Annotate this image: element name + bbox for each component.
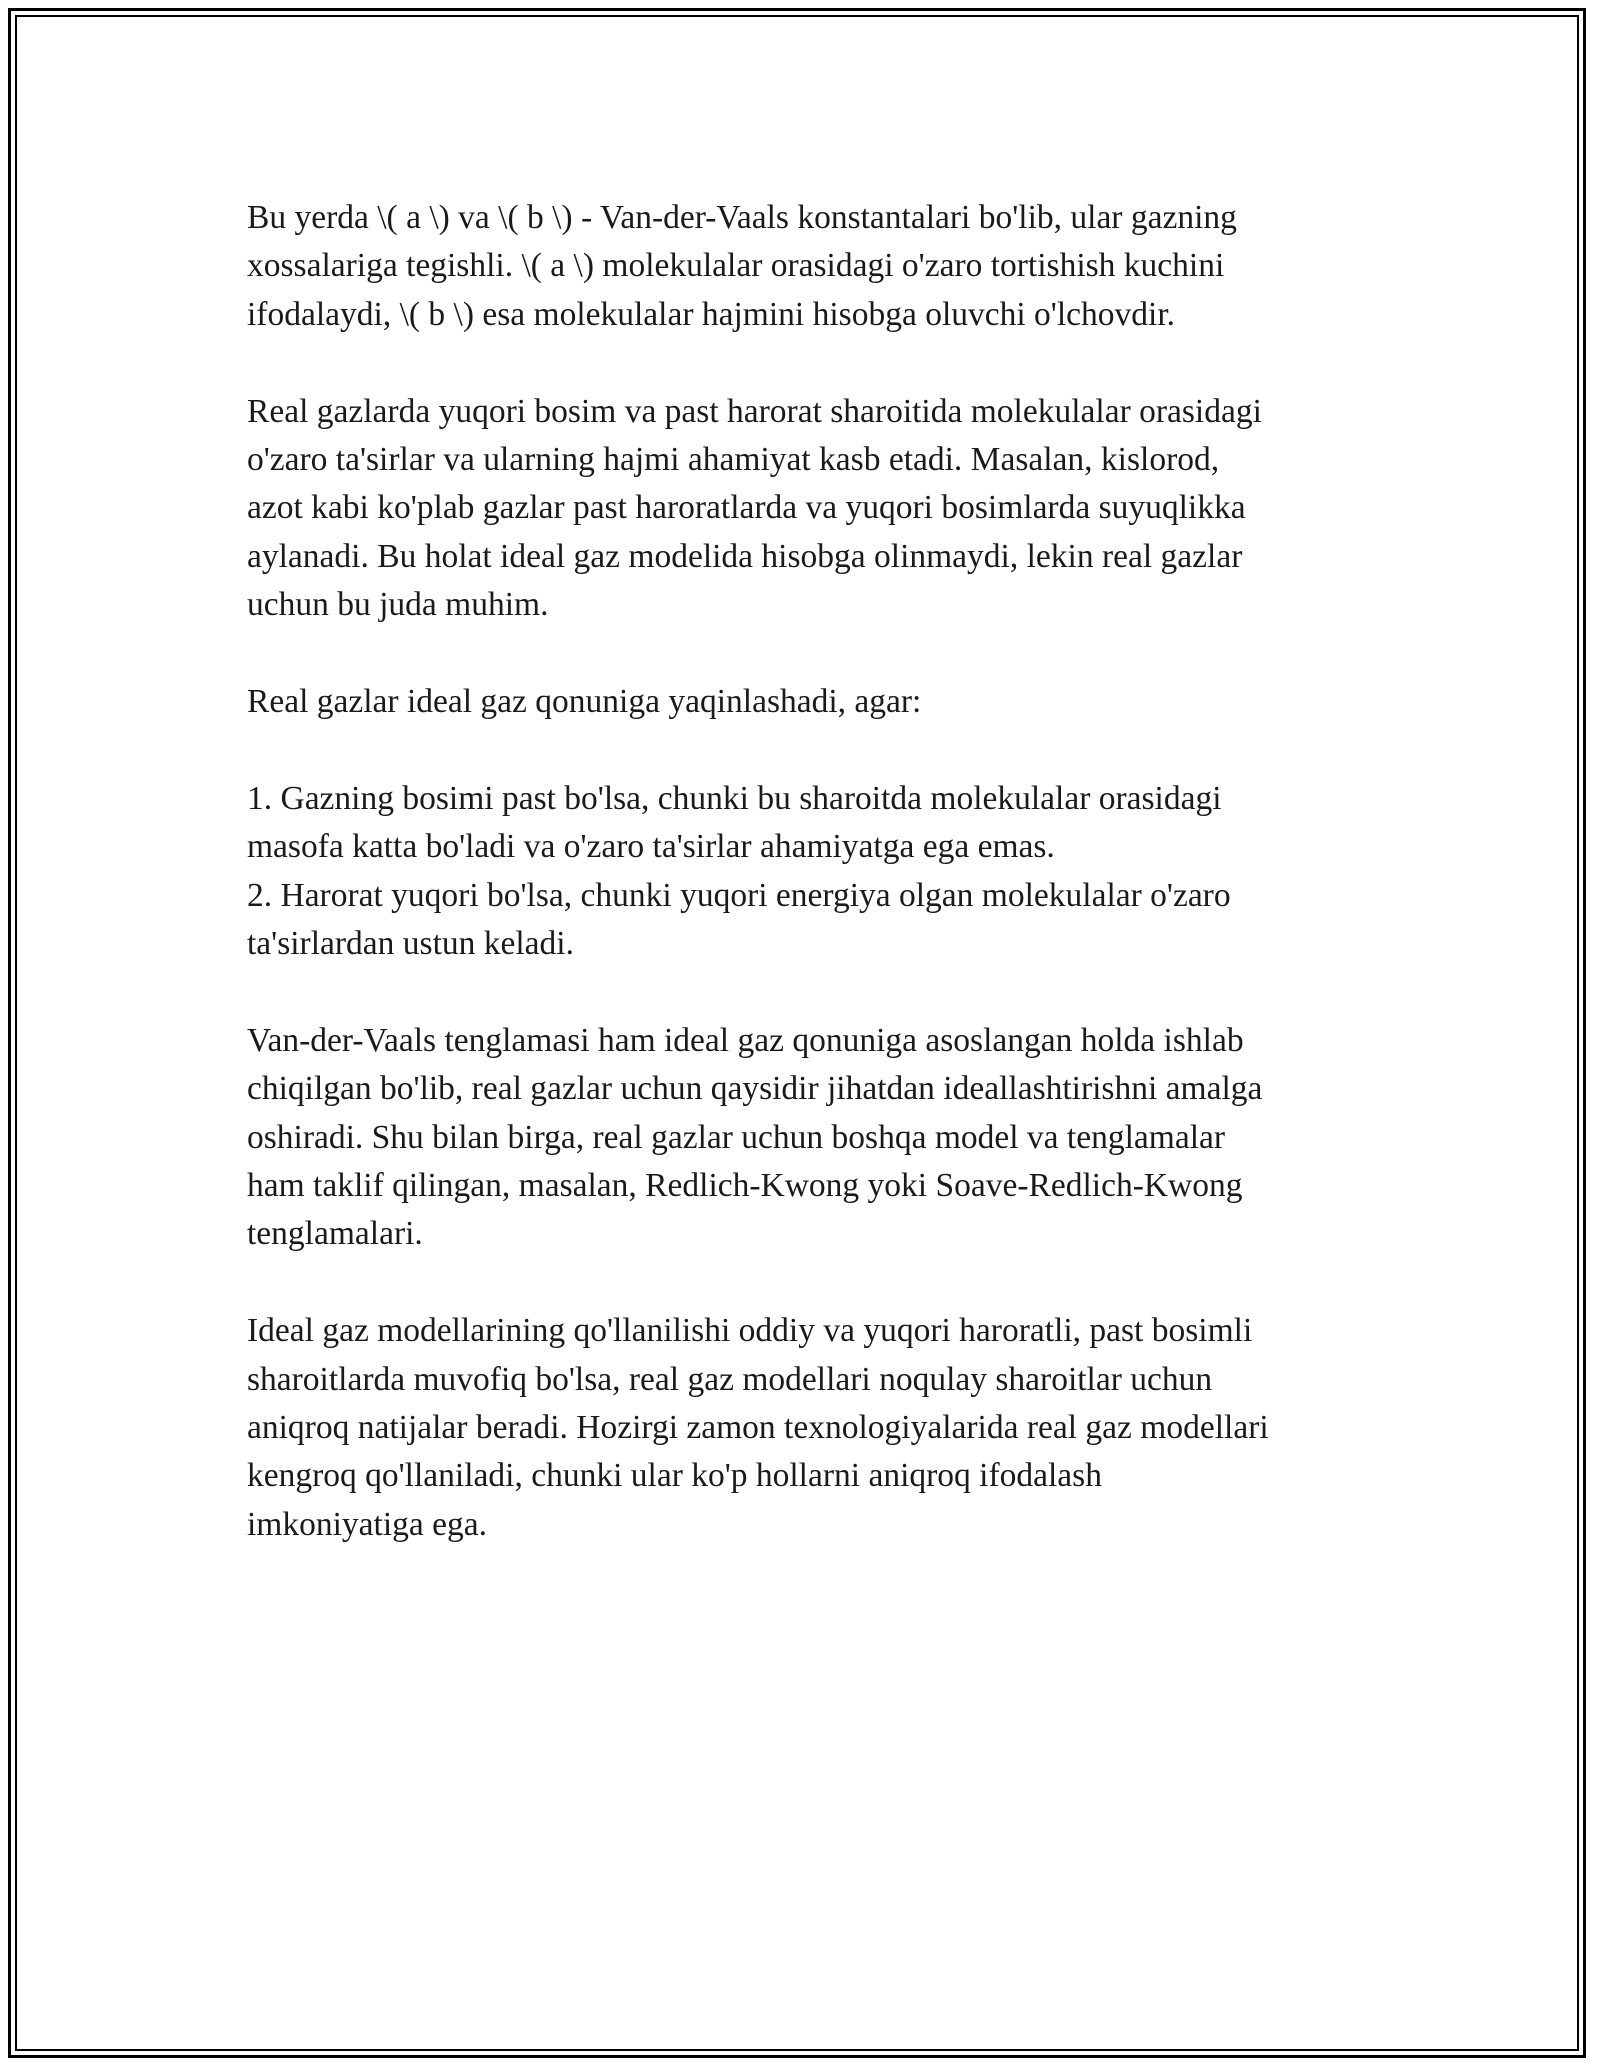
- text-line: ifodalaydi, \( b \) esa molekulalar hajmini hisobga oluvchi o'lchovdir.: [247, 295, 1176, 333]
- list-item-1-line: masofa katta bo'ladi va o'zaro ta'sirlar ahamiyatga ega emas.: [247, 828, 1055, 866]
- paragraph-van-der-waals-equation: [247, 1017, 1387, 1259]
- text-line: Van-der-Vaals tenglamasi ham ideal gaz qonuniga asoslangan holda ishlab: [247, 1021, 1244, 1059]
- list-item-2-line: ta'sirlardan ustun keladi.: [247, 925, 574, 963]
- paragraph-van-der-waals-constants: [247, 194, 1387, 339]
- text-line: aniqroq natijalar beradi. Hozirgi zamon texnologiyalarida real gaz modellari: [247, 1409, 1269, 1447]
- paragraph-model-applications: [247, 1307, 1387, 1549]
- text-line: kengroq qo'llaniladi, chunki ular ko'p hollarni aniqroq ifodalash: [247, 1457, 1102, 1495]
- text-line: tenglamalari.: [247, 1215, 423, 1253]
- text-line: ham taklif qilingan, masalan, Redlich-Kwong yoki Soave-Redlich-Kwong: [247, 1167, 1243, 1205]
- text-line: sharoitlarda muvofiq bo'lsa, real gaz modellari noqulay sharoitlar uchun: [247, 1360, 1213, 1398]
- text-line: o'zaro ta'sirlar va ularning hajmi ahamiyat kasb etadi. Masalan, kislorod,: [247, 441, 1220, 479]
- numbered-list: [247, 775, 1387, 969]
- document-body: [247, 194, 1387, 1598]
- list-item-2-line: 2. Harorat yuqori bo'lsa, chunki yuqori energiya olgan molekulalar o'zaro: [247, 876, 1231, 914]
- text-line: Bu yerda \( a \) va \( b \) - Van-der-Vaals konstantalari bo'lib, ular gazning: [247, 199, 1237, 236]
- text-line: azot kabi ko'plab gazlar past haroratlarda va yuqori bosimlarda suyuqlikka: [247, 489, 1246, 527]
- text-line: Real gazlar ideal gaz qonuniga yaqinlashadi, agar:: [247, 683, 922, 721]
- text-line: chiqilgan bo'lib, real gazlar uchun qaysidir jihatdan ideallashtirishni amalga: [247, 1070, 1263, 1108]
- page-frame: [8, 8, 1586, 2058]
- text-line: Ideal gaz modellarining qo'llanilishi oddiy va yuqori haroratli, past bosimli: [247, 1312, 1253, 1350]
- text-line: Real gazlarda yuqori bosim va past harorat sharoitida molekulalar orasidagi: [247, 392, 1262, 430]
- text-line: oshiradi. Shu bilan birga, real gazlar uchun boshqa model va tenglamalar: [247, 1118, 1226, 1156]
- list-item-1-line: 1. Gazning bosimi past bo'lsa, chunki bu sharoitda molekulalar orasidagi: [247, 779, 1222, 817]
- text-line: xossalariga tegishli. \( a \) molekulalar orasidagi o'zaro tortishish kuchini: [247, 247, 1225, 285]
- text-line: imkoniyatiga ega.: [247, 1505, 488, 1543]
- paragraph-approach-ideal-intro: [247, 678, 1387, 726]
- text-line: uchun bu juda muhim.: [247, 586, 549, 624]
- paragraph-real-gases-conditions: [247, 388, 1387, 630]
- text-line: aylanadi. Bu holat ideal gaz modelida hisobga olinmaydi, lekin real gazlar: [247, 537, 1243, 575]
